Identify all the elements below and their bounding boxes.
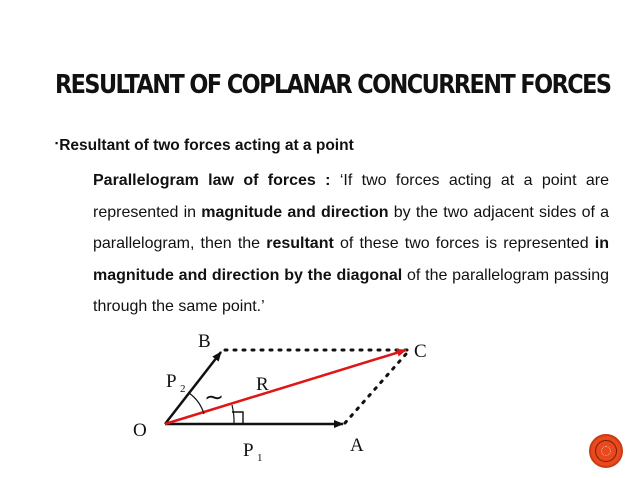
angle-arc-theta xyxy=(189,393,204,414)
square-bullet-icon: ▪ xyxy=(55,138,59,148)
angle-symbol: ∼ xyxy=(204,385,225,411)
paragraph-text-segment: by the two adjacent sides of a parallelogram, then the xyxy=(93,203,610,252)
bullet-text: Resultant of two forces acting at a point xyxy=(59,137,354,154)
paragraph-text-segment: of the parallelogram passing through the same point.’ xyxy=(93,266,610,315)
label-P2-subscript: 2 xyxy=(180,383,186,395)
resultant-R-arrow xyxy=(165,350,406,424)
label-C: C xyxy=(414,341,427,362)
slide-title: RESULTANT OF COPLANAR CONCURRENT FORCES xyxy=(55,70,611,100)
paragraph-bold-segment: in magnitude and direction by the diagonal xyxy=(93,235,610,284)
label-R: R xyxy=(256,374,269,395)
paragraph-text-segment: of these two forces is represented xyxy=(333,235,595,252)
circle-nav-icon[interactable] xyxy=(589,434,623,468)
side-AC-dotted xyxy=(345,354,406,423)
paragraph-bold-segment: resultant xyxy=(266,235,334,252)
label-A: A xyxy=(350,435,364,456)
paragraph-text-segment: ‘If two forces acting at a point are represented in xyxy=(93,172,609,221)
paragraph-bold-segment: Parallelogram law of forces : xyxy=(93,172,340,189)
angle-arc-alpha xyxy=(232,405,234,424)
label-O: O xyxy=(133,420,147,441)
paragraph-bold-segment: magnitude and direction xyxy=(201,203,389,221)
label-B: B xyxy=(198,331,211,352)
label-P2: P xyxy=(166,371,177,392)
label-P1: P xyxy=(243,440,254,461)
label-P1-subscript: 1 xyxy=(257,452,263,464)
